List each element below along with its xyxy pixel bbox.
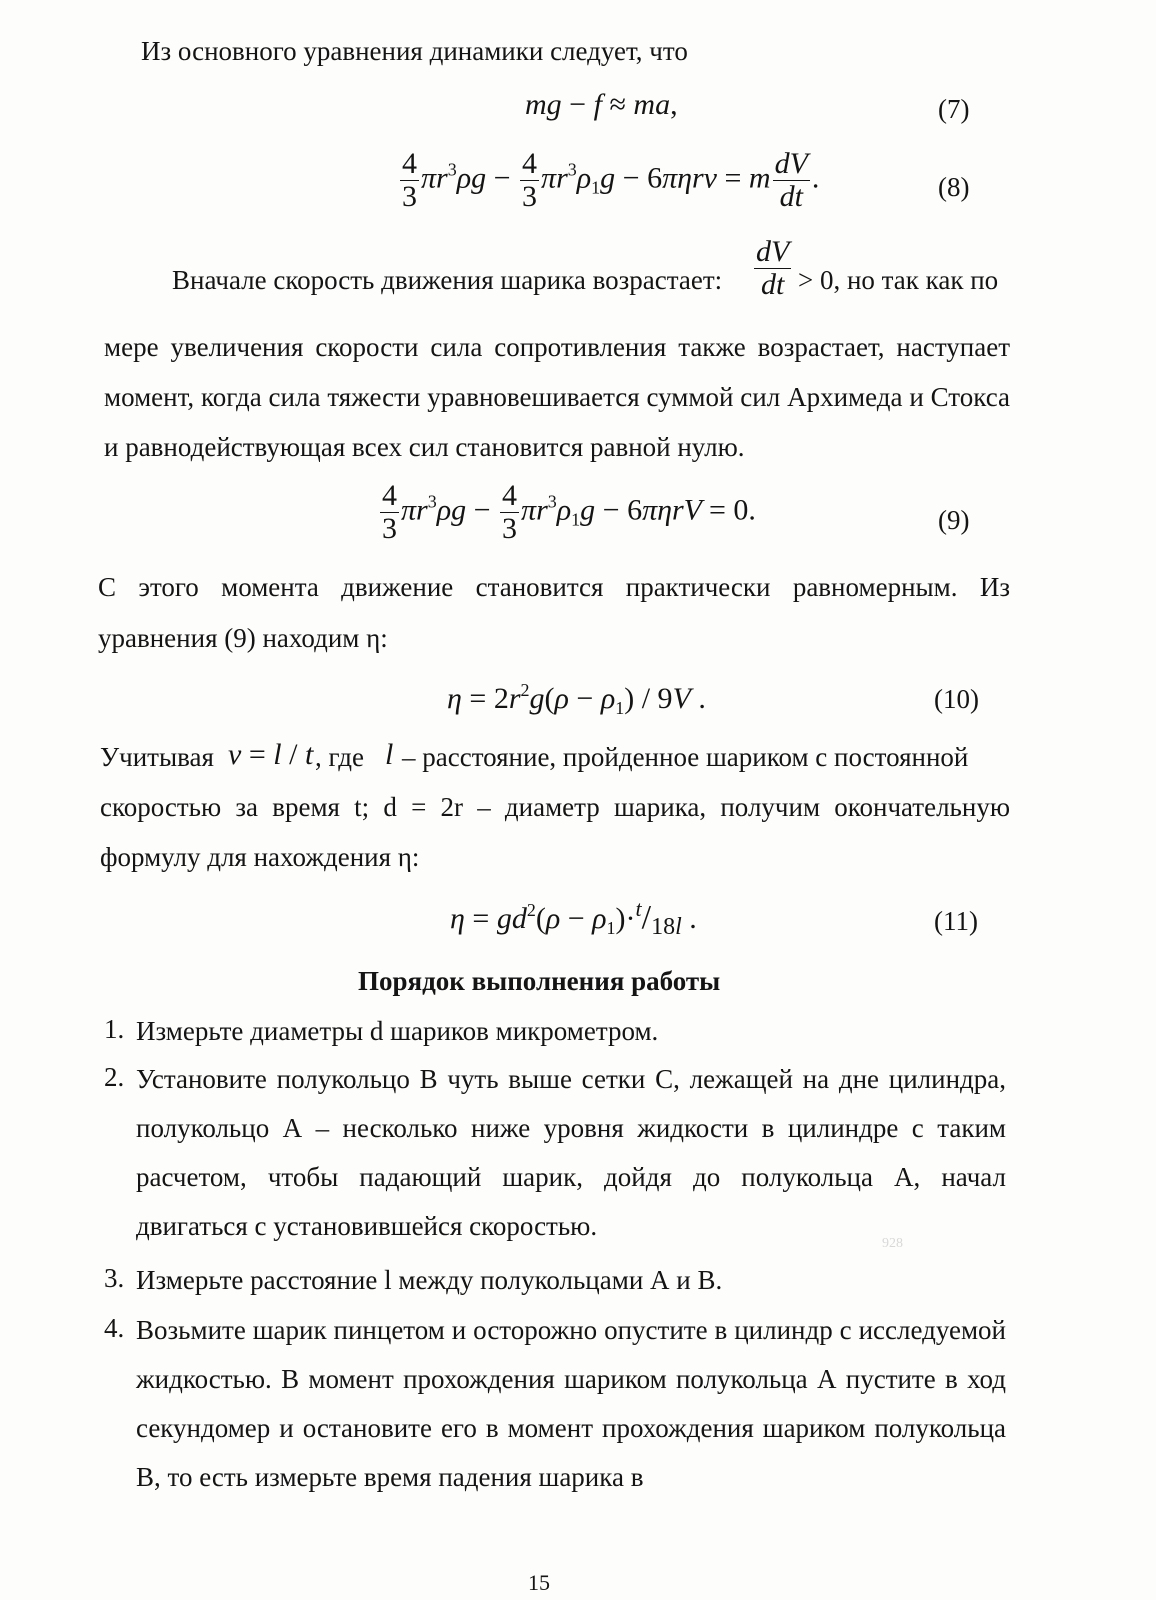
velocity-formula: v = l / t bbox=[228, 738, 314, 771]
equation-9: $\frac{4}{3}$ $\pi r^3\rho g$ − $\frac{4}{3}$ $\pi r^3\rho_1g - 6\pi\eta rV = 0$. bbox=[382, 479, 756, 545]
equation-10-number: (10) bbox=[934, 684, 979, 714]
equation-9-number: (9) bbox=[938, 505, 970, 535]
section-heading: Порядок выполнения работы bbox=[358, 966, 721, 996]
page-number: 15 bbox=[528, 1570, 550, 1595]
list-item-text: Измерьте расстояние l между полукольцами А и В. bbox=[136, 1265, 723, 1295]
equation-11: $\eta = gd^2(\rho - \rho_1)\cdot^t/_{18l}$ . bbox=[450, 896, 697, 940]
considering-where: , где bbox=[315, 742, 364, 772]
faint-stamp-mark: 928 bbox=[882, 1236, 903, 1251]
length-symbol: l bbox=[385, 738, 394, 771]
considering-tail: – расстояние, пройденное шариком с постоянной bbox=[402, 742, 969, 772]
considering-word: Учитывая bbox=[100, 742, 214, 772]
list-item-marker: 3. bbox=[104, 1263, 125, 1293]
equation-7-number: (7) bbox=[938, 94, 970, 124]
acceleration-text-after: > 0, но так как по bbox=[798, 265, 999, 295]
dv-dt-fraction: $\frac{dV}{dt}$ bbox=[756, 235, 790, 301]
equation-10: $\eta = 2r^2g(\rho - \rho_1) / 9V$ . bbox=[447, 680, 706, 718]
list-item-text: Установите полукольцо В чуть выше сетки С, лежащей на дне цилиндра, полукольцо А – несколько ниже уровня жидкости в цилиндре с таким расчетом, чтобы падающий шарик, дойдя до полукольца А, начал двигаться с установившейся скоростью. bbox=[136, 1064, 1006, 1241]
equation-11-number: (11) bbox=[934, 906, 978, 936]
list-item-marker: 2. bbox=[104, 1062, 125, 1092]
considering-line-3: формулу для нахождения η: bbox=[100, 842, 420, 872]
intro-text: Из основного уравнения динамики следует, что bbox=[141, 36, 688, 66]
list-item-marker: 4. bbox=[104, 1313, 125, 1343]
list-item-text: Измерьте диаметры d шариков микрометром. bbox=[136, 1016, 659, 1046]
equation-7: mg − f ≈ ma, bbox=[525, 88, 678, 121]
uniform-motion-line-1: С этого момента движение становится практически равномерным. Из bbox=[98, 572, 1010, 602]
list-item-text: Возьмите шарик пинцетом и осторожно опустите в цилиндр с исследуемой жидкостью. В момент прохождения шариком полукольца А пустите в ход секундомер и остановите его в момент прохождения шариком полукольца В, то есть измерьте время падения шарика в bbox=[136, 1315, 1006, 1492]
considering-line-2: скоростью за время t; d = 2r – диаметр шарика, получим окончательную bbox=[100, 792, 1010, 822]
uniform-motion-line-2: уравнения (9) находим η: bbox=[98, 623, 388, 653]
acceleration-text-before: Вначале скорость движения шарика возрастает: bbox=[172, 265, 723, 295]
equation-8-number: (8) bbox=[938, 172, 970, 202]
equation-8: $\frac{4}{3}$ $\pi r^3\rho g$ − $\frac{4}{3}$ $\pi r^3\rho_1g - 6\pi\eta rv = m$ $\frac{dV}{dt}$ . bbox=[402, 147, 820, 213]
forces-paragraph: мере увеличения скорости сила сопротивления также возрастает, наступает момент, когда сила тяжести уравновешивается суммой сил Архимеда и Стокса и равнодействующая всех сил становится равной нулю. bbox=[104, 332, 1010, 462]
list-item-marker: 1. bbox=[104, 1014, 125, 1044]
